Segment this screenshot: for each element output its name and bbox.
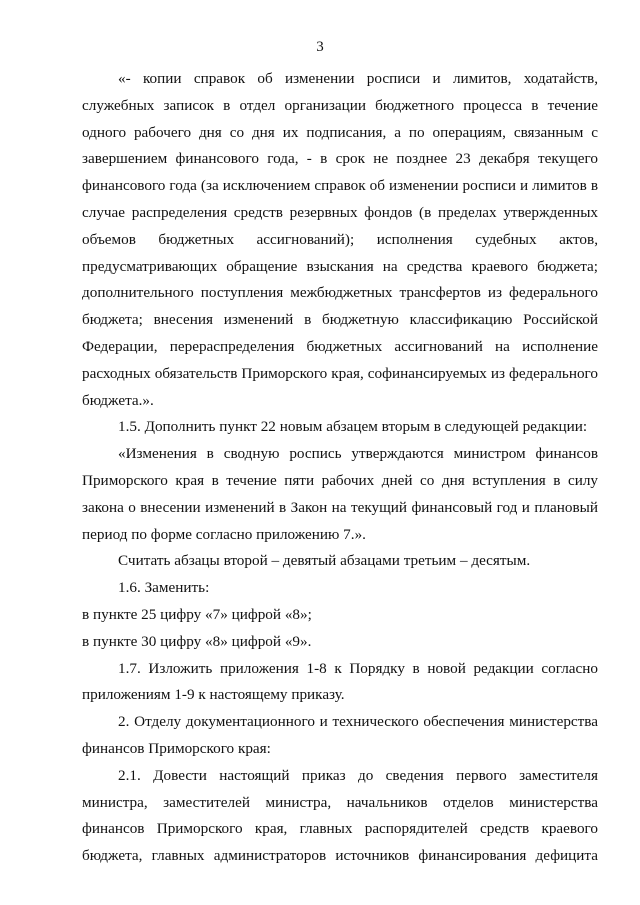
paragraph-1-7: 1.7. Изложить приложения 1-8 к Порядку в новой редакции согласно приложениям 1-9 к настоящему приказу. xyxy=(82,659,598,704)
paragraph-2-1: 2.1. Довести настоящий приказ до сведения первого заместителя министра, заместителей министра, начальников отделов министерства финансов Приморского края, главных распорядителей средств краевого бюджета, главных администраторов источников финансирования дефицита xyxy=(82,766,598,865)
paragraph-point-30: в пункте 30 цифру «8» цифрой «9». xyxy=(82,632,312,650)
document-body xyxy=(82,66,598,870)
paragraph-2: 2. Отделу документационного и технического обеспечения министерства финансов Приморского края: xyxy=(82,713,598,757)
page-number: 3 xyxy=(316,39,324,55)
paragraph-reports-copies: «- копии справок об изменении росписи и лимитов, ходатайств, служебных записок в отдел организации бюджетного процесса в течение одного рабочего дня со дня их подписания, а по операциям, связанным с завершением финансового года, - в срок не позднее 23 декабря текущего финансового года (за исключением справок об изменении росписи и лимитов в случае распределения средств резервных фондов (в пределах утвержденных объемов бюджетных ассигнований); исполнения судебных актов, предусматривающих обращение взыскания на средства краевого бюджета; дополнительного поступления межбюджетных трансфертов из федерального бюджета; внесения изменений в бюджетную классификацию Российской Федерации, перераспределения бюджетных ассигнований на исполнение расходных обязательств Приморского края, софинансируемых из федерального бюджета.». xyxy=(82,70,598,409)
paragraph-1-5: 1.5. Дополнить пункт 22 новым абзацем вторым в следующей редакции: xyxy=(118,418,588,436)
paragraph-1-6: 1.6. Заменить: xyxy=(118,579,210,597)
paragraph-changes-approval: «Изменения в сводную роспись утверждаются министром финансов Приморского края в течение пяти рабочих дней со дня вступления в силу закона о внесении изменений в Закон на текущий финансовый год и плановый период по форме согласно приложению 7.». xyxy=(82,445,598,543)
paragraph-renumbering: Считать абзацы второй – девятый абзацами третьим – десятым. xyxy=(118,552,531,570)
paragraph-point-25: в пункте 25 цифру «7» цифрой «8»; xyxy=(82,605,312,623)
